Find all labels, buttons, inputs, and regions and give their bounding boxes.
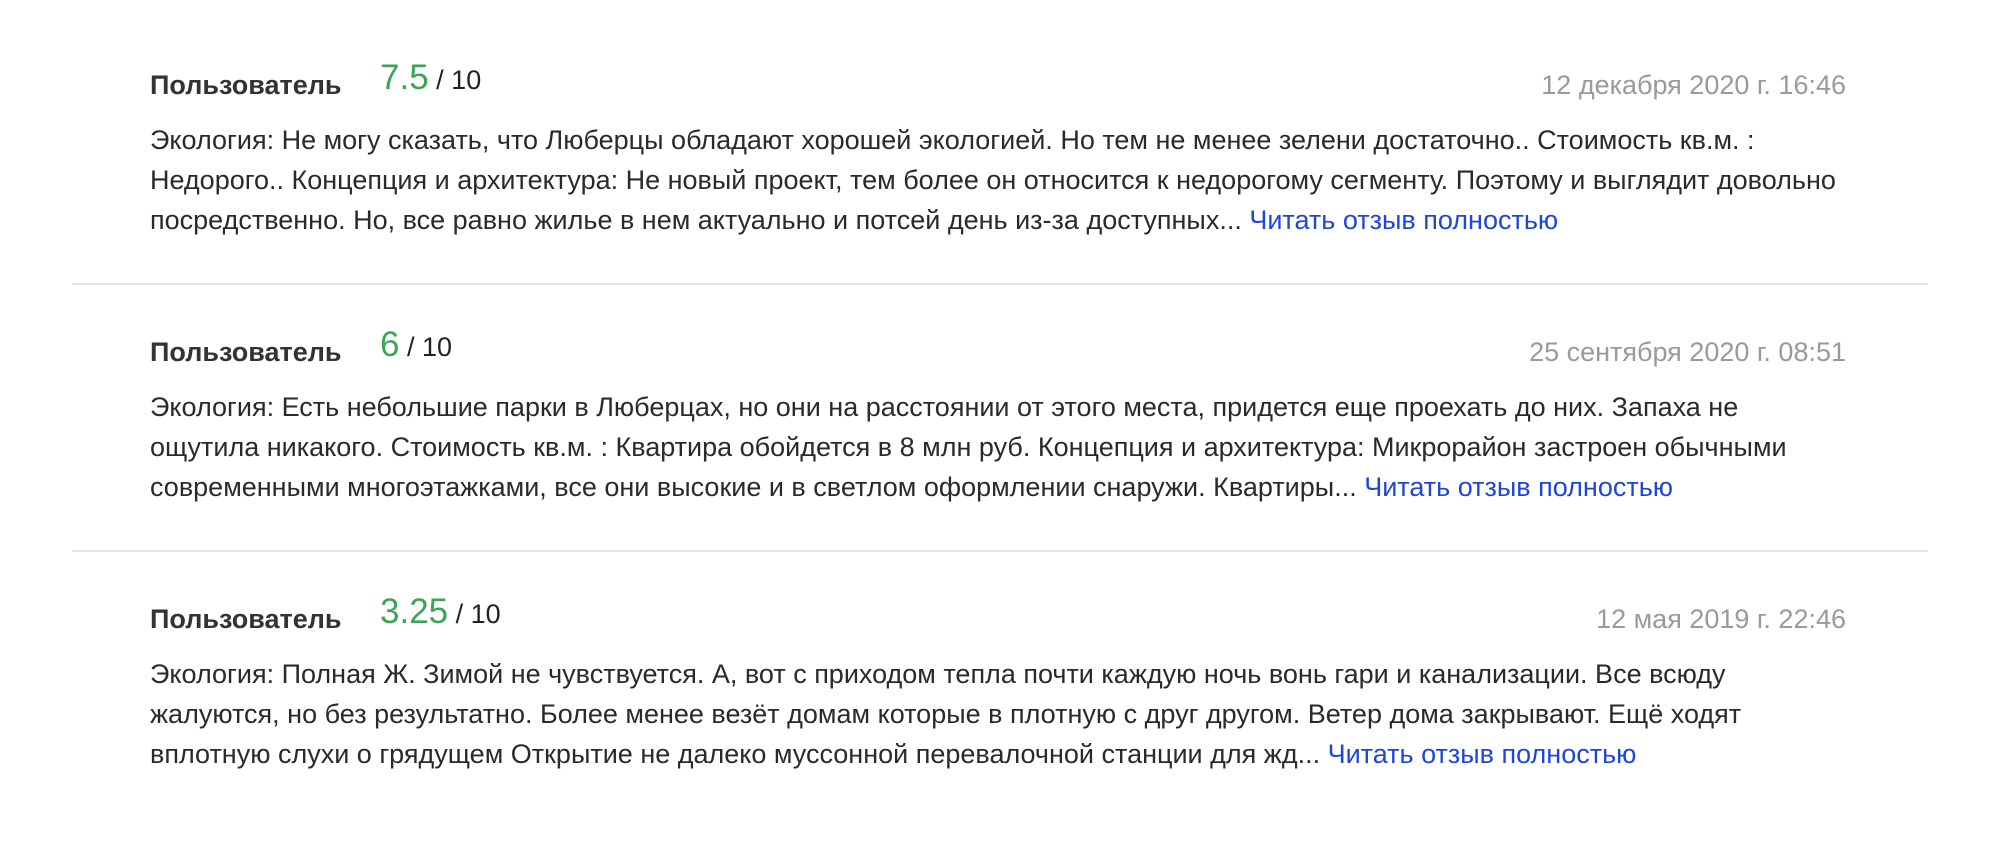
- review-rating: [380, 58, 481, 98]
- review-header: [150, 586, 1846, 646]
- review-body: Экология: Полная Ж. Зимой не чувствуется. А, вот с приходом тепла почти каждую ночь вонь гари и канализации. Все всюду жалуются, но без результатно. Более менее везёт домам которые в плотную с друг другом. Ветер дома закрывают. Ещё ходят вплотную слухи о грядущем Открытие не далеко муссонной перевалочной станции для жд...: [150, 659, 1742, 769]
- rating-max: 10: [421, 332, 453, 362]
- review-author: Пользователь: [150, 604, 342, 634]
- rating-separator: /: [428, 65, 452, 95]
- review-header: [150, 319, 1846, 379]
- review-rating: [380, 592, 501, 632]
- review-text: [150, 387, 1846, 507]
- divider: [72, 550, 1928, 552]
- review-date: 12 декабря 2020 г. 16:46: [1541, 70, 1846, 100]
- rating-max: 10: [470, 599, 501, 629]
- rating-value: 6: [380, 325, 400, 364]
- review-author: Пользователь: [150, 337, 342, 367]
- review-body: Экология: Есть небольшие парки в Люберцах, но они на расстоянии от этого места, придется еще проехать до них. Запаха не ощутила никакого. Стоимость кв.м. : Квартира обойдется в 8 млн руб. Концепция и архитектура: Микрорайон застроен обычными современными многоэтажками, все они высокие и в светлом оформлении снаружи. Квартиры...: [150, 392, 1787, 502]
- review-text: [150, 654, 1846, 774]
- rating-max: 10: [451, 65, 482, 95]
- rating-value: 3.25: [380, 592, 449, 631]
- rating-separator: /: [399, 332, 422, 362]
- review-date: 25 сентября 2020 г. 08:51: [1529, 337, 1846, 367]
- review-header: [150, 52, 1846, 112]
- review-author: Пользователь: [150, 70, 342, 100]
- rating-separator: /: [448, 599, 471, 629]
- review-item: [150, 52, 1846, 240]
- read-full-review-link[interactable]: Читать отзыв полностью: [1249, 205, 1559, 235]
- read-full-review-link[interactable]: Читать отзыв полностью: [1364, 472, 1674, 502]
- review-date: 12 мая 2019 г. 22:46: [1596, 604, 1846, 634]
- review-text: [150, 120, 1846, 240]
- rating-value: 7.5: [380, 58, 429, 97]
- review-item: [150, 586, 1846, 774]
- review-body: Экология: Не могу сказать, что Люберцы обладают хорошей экологией. Но тем не менее зелени достаточно.. Стоимость кв.м. : Недорого.. Концепция и архитектура: Не новый проект, тем более он относится к недорогому сегменту. Поэтому и выглядит довольно посредственно. Но, все равно жилье в нем актуально и потсей день из-за доступных...: [150, 125, 1836, 235]
- review-item: [150, 319, 1846, 507]
- review-rating: [380, 325, 452, 365]
- divider: [72, 283, 1928, 285]
- read-full-review-link[interactable]: Читать отзыв полностью: [1327, 739, 1637, 769]
